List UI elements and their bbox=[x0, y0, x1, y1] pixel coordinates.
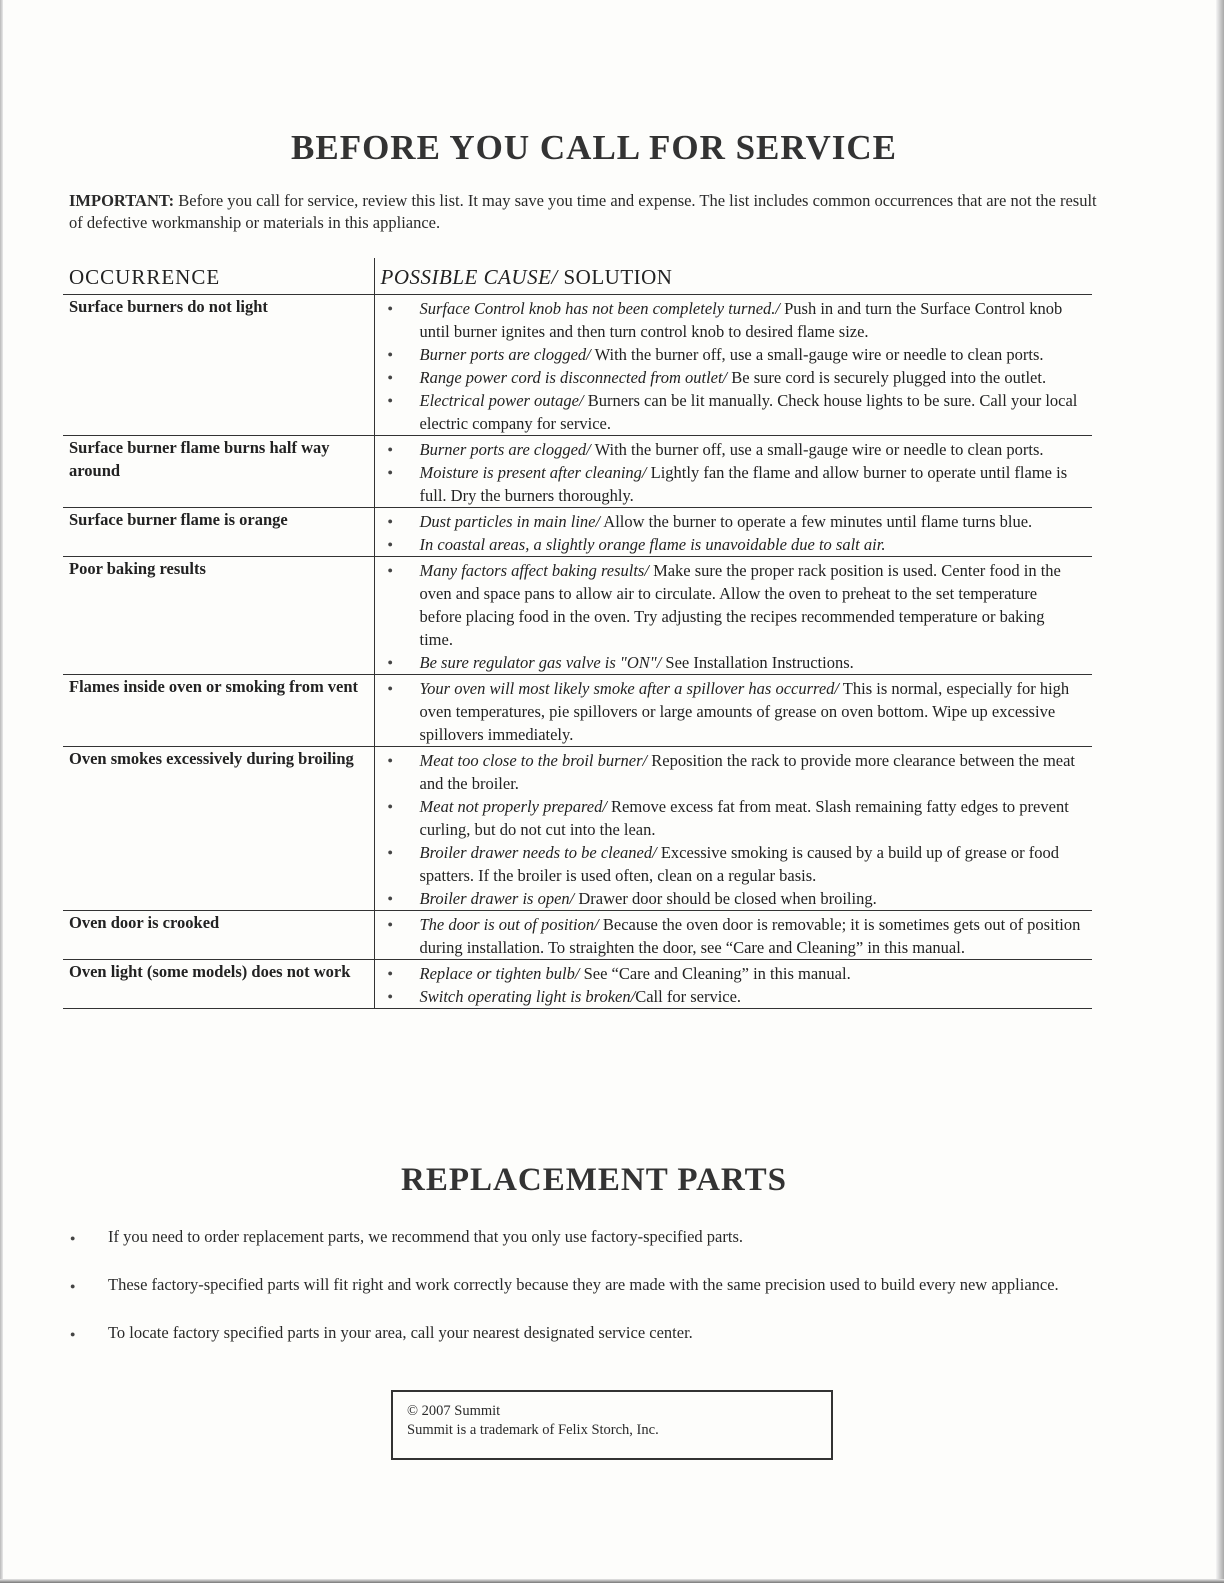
scan-bottom-edge bbox=[0, 1579, 1224, 1583]
solution-label: SOLUTION bbox=[557, 264, 673, 289]
solution-text: Because the oven door is removable; it is sometimes gets out of position during installation. To straighten the door, see “Care and Cleaning” in this manual. bbox=[419, 915, 1081, 957]
list-item bbox=[381, 389, 1087, 435]
occurrence-cell: Oven door is crooked bbox=[63, 911, 374, 960]
list-item bbox=[381, 510, 1087, 533]
solution-text: Remove excess fat from meat. Slash remaining fatty edges to prevent curling, but do not cut into the lean. bbox=[419, 797, 1069, 839]
occurrence-cell: Oven light (some models) does not work bbox=[63, 960, 374, 1009]
list-item bbox=[381, 841, 1087, 887]
solution-text: See “Care and Cleaning” in this manual. bbox=[579, 964, 851, 983]
occurrence-cell: Surface burner flame burns half way around bbox=[63, 436, 374, 508]
scan-right-edge bbox=[1216, 0, 1224, 1583]
parts-list-item: ● If you need to order replacement parts, we recommend that you only use factory-specified parts. bbox=[70, 1226, 1090, 1248]
cause-solution-cell bbox=[374, 295, 1092, 436]
table-row bbox=[63, 295, 1092, 436]
cause-solution-cell bbox=[374, 557, 1092, 675]
cause-text: Broiler drawer needs to be cleaned/ bbox=[419, 843, 657, 862]
cause-solution-header bbox=[374, 258, 1092, 295]
occurrence-header: OCCURRENCE bbox=[63, 258, 374, 295]
occurrence-cell: Oven smokes excessively during broiling bbox=[63, 747, 374, 911]
table-row bbox=[63, 508, 1092, 557]
cause-text: In coastal areas, a slightly orange flame is unavoidable due to salt air. bbox=[419, 535, 886, 554]
cause-solution-cell bbox=[374, 436, 1092, 508]
cause-list bbox=[381, 438, 1087, 507]
copyright-box bbox=[391, 1390, 833, 1460]
cause-list bbox=[381, 677, 1087, 746]
cause-text: Surface Control knob has not been completely turned./ bbox=[419, 299, 780, 318]
list-item bbox=[381, 559, 1087, 651]
cause-text: Dust particles in main line/ bbox=[419, 512, 601, 531]
cause-text: Your oven will most likely smoke after a spillover has occurred/ bbox=[419, 679, 839, 698]
cause-list bbox=[381, 297, 1087, 435]
cause-list bbox=[381, 962, 1087, 1008]
cause-solution-cell bbox=[374, 675, 1092, 747]
solution-text: Call for service. bbox=[635, 987, 742, 1006]
cause-list bbox=[381, 913, 1087, 959]
possible-cause-label: POSSIBLE CAUSE/ bbox=[380, 264, 558, 289]
solution-text: Reposition the rack to provide more clearance between the meat and the broiler. bbox=[419, 751, 1076, 793]
cause-text: Meat too close to the broil burner/ bbox=[419, 751, 648, 770]
list-item bbox=[381, 913, 1087, 959]
replacement-parts-title: REPLACEMENT PARTS bbox=[401, 1162, 787, 1198]
cause-solution-cell bbox=[374, 911, 1092, 960]
cause-text: Range power cord is disconnected from outlet/ bbox=[419, 368, 728, 387]
solution-text: This is normal, especially for high oven temperatures, pie spillovers or large amounts of grease on oven bottom. Wipe up excessive spillovers immediately. bbox=[419, 679, 1070, 744]
cause-text: Be sure regulator gas valve is "ON"/ bbox=[419, 653, 662, 672]
solution-text: Drawer door should be closed when broiling. bbox=[574, 889, 877, 908]
list-item bbox=[381, 461, 1087, 507]
cause-solution-cell bbox=[374, 747, 1092, 911]
table-row bbox=[63, 911, 1092, 960]
cause-list bbox=[381, 749, 1087, 910]
occurrence-cell: Surface burner flame is orange bbox=[63, 508, 374, 557]
list-item bbox=[381, 985, 1087, 1008]
list-item bbox=[381, 962, 1087, 985]
replacement-parts-list bbox=[70, 1226, 1090, 1344]
page-title: BEFORE YOU CALL FOR SERVICE bbox=[291, 128, 897, 167]
table-row bbox=[63, 675, 1092, 747]
intro-text: Before you call for service, review this list. It may save you time and expense. The list includes common occurrences that are not the result of defective workmanship or materials in this appliance. bbox=[69, 191, 1097, 232]
solution-text: Excessive smoking is caused by a build up of grease or food spatters. If the broiler is used often, clean on a regular basis. bbox=[419, 843, 1060, 885]
parts-list-item: ● To locate factory specified parts in your area, call your nearest designated service center. bbox=[70, 1322, 1090, 1344]
cause-text: Replace or tighten bulb/ bbox=[419, 964, 580, 983]
cause-list bbox=[381, 559, 1087, 674]
cause-text: Electrical power outage/ bbox=[419, 391, 584, 410]
list-item bbox=[381, 749, 1087, 795]
list-item bbox=[381, 438, 1087, 461]
troubleshooting-body bbox=[63, 295, 1092, 1009]
cause-solution-cell bbox=[374, 508, 1092, 557]
solution-text: Burners can be lit manually. Check house lights to be sure. Call your local electric company for service. bbox=[419, 391, 1078, 433]
cause-list bbox=[381, 510, 1087, 556]
parts-list-item: ● These factory-specified parts will fit right and work correctly because they are made with the same precision used to build every new appliance. bbox=[70, 1274, 1090, 1296]
cause-text: Burner ports are clogged/ bbox=[419, 440, 591, 459]
solution-text: With the burner off, use a small-gauge wire or needle to clean ports. bbox=[590, 345, 1044, 364]
list-item bbox=[381, 677, 1087, 746]
table-row bbox=[63, 557, 1092, 675]
occurrence-cell: Surface burners do not light bbox=[63, 295, 374, 436]
occurrence-cell: Flames inside oven or smoking from vent bbox=[63, 675, 374, 747]
list-item bbox=[381, 651, 1087, 674]
list-item bbox=[381, 366, 1087, 389]
cause-text: Meat not properly prepared/ bbox=[419, 797, 607, 816]
cause-text: Broiler drawer is open/ bbox=[419, 889, 575, 908]
scan-left-edge bbox=[0, 0, 3, 1583]
table-row bbox=[63, 960, 1092, 1009]
copyright-line: © 2007 Summit bbox=[407, 1403, 501, 1419]
solution-text: Be sure cord is securely plugged into the outlet. bbox=[727, 368, 1047, 387]
intro-lead: IMPORTANT: bbox=[69, 191, 175, 210]
solution-text: Lightly fan the flame and allow burner to operate until flame is full. Dry the burners thoroughly. bbox=[419, 463, 1068, 505]
cause-text: Many factors affect baking results/ bbox=[419, 561, 649, 580]
occurrence-cell: Poor baking results bbox=[63, 557, 374, 675]
list-item bbox=[381, 887, 1087, 910]
intro-paragraph bbox=[69, 190, 1099, 234]
troubleshooting-table bbox=[63, 258, 1092, 1009]
list-item bbox=[381, 297, 1087, 343]
solution-text: Push in and turn the Surface Control knob until burner ignites and then turn control knob to desired flame size. bbox=[419, 299, 1063, 341]
table-row bbox=[63, 747, 1092, 911]
cause-solution-cell bbox=[374, 960, 1092, 1009]
solution-text: Make sure the proper rack position is used. Center food in the oven and space pans to allow air to circulate. Allow the oven to preheat to the set temperature before placing food in the oven. Try adjusting the recipes recommended temperature or baking time. bbox=[419, 561, 1061, 649]
table-header-row bbox=[63, 258, 1092, 295]
solution-text: With the burner off, use a small-gauge wire or needle to clean ports. bbox=[590, 440, 1044, 459]
trademark-line: Summit is a trademark of Felix Storch, Inc. bbox=[407, 1422, 659, 1438]
list-item bbox=[381, 533, 1087, 556]
solution-text: See Installation Instructions. bbox=[661, 653, 854, 672]
cause-text: Moisture is present after cleaning/ bbox=[419, 463, 647, 482]
table-row bbox=[63, 436, 1092, 508]
solution-text: Allow the burner to operate a few minutes until flame turns blue. bbox=[600, 512, 1033, 531]
cause-text: Burner ports are clogged/ bbox=[419, 345, 591, 364]
list-item bbox=[381, 795, 1087, 841]
cause-text: The door is out of position/ bbox=[419, 915, 599, 934]
list-item bbox=[381, 343, 1087, 366]
cause-text: Switch operating light is broken/ bbox=[419, 987, 636, 1006]
